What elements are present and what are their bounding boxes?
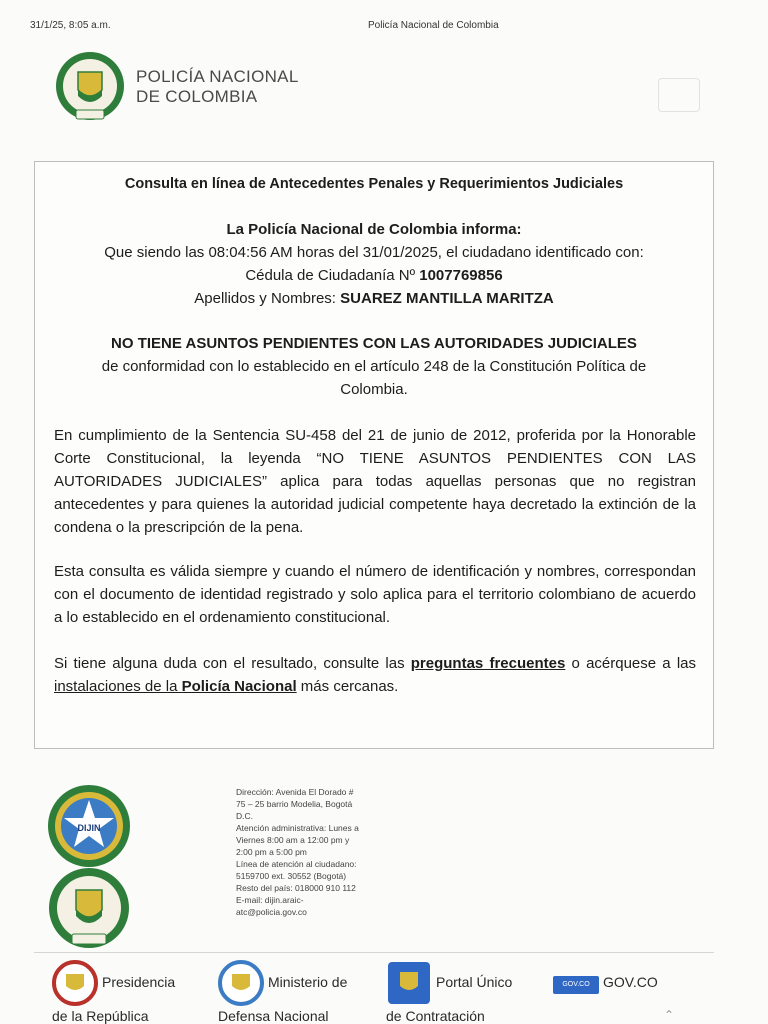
instalaciones-link-text: instalaciones de la [54,678,182,695]
presidencia-seal-icon [52,960,98,1006]
mindefensa-link[interactable] [218,960,348,1024]
address-line: 2:00 pm a 5:00 pm [236,847,307,857]
address-line: Resto del país: 018000 910 112 [236,883,356,893]
dijin-star-icon [46,783,132,869]
status-heading: NO TIENE ASUNTOS PENDIENTES CON LAS AUTORIDADES JUDICIALES [111,335,637,352]
address-line: atc@policia.gov.co [236,907,307,917]
mindefensa-label-2: Defensa Nacional [218,1008,329,1024]
paragraph-sentencia: En cumplimiento de la Sentencia SU-458 del 21 de junio de 2012, proferida por la Honorable Corte Constitucional, la leyenda “NO TIENE ASUNTOS PENDIENTES CON LAS AUTORIDADES JUDICIALES” aplica para todas aquellas personas que no registran antecedentes y para quienes la autoridad judicial competente haya decretado la extinción de la condena o la prescripción de la pena. [54,427,696,536]
address-line: Atención administrativa: Lunes a [236,823,359,833]
brand-line-1: POLICÍA NACIONAL [136,67,299,86]
name-value: SUAREZ MANTILLA MARITZA [340,290,554,307]
status-block [80,332,668,401]
id-line [80,264,668,287]
paragraph-dudas [54,652,696,698]
portal-unico-label-1: Portal Único [436,974,513,990]
presidencia-label-2: de la República [52,1008,149,1024]
portal-unico-label-2: de Contratación [386,1008,485,1024]
p3-pre: Si tiene alguna duda con el resultado, consulte las [54,655,411,672]
address-line: Línea de atención al ciudadano: [236,859,357,869]
govco-badge-icon: GOV.CO [553,976,599,994]
presidencia-link[interactable] [52,960,176,1024]
informa-block [80,218,668,310]
policia-shield-icon [54,50,126,124]
portal-unico-icon [386,960,432,1006]
brand-header [54,50,299,124]
address-line: 5159700 ext. 30552 (Bogotá) [236,871,347,881]
govco-label: GOV.CO [603,974,658,990]
policia-nacional-link-text: Policía Nacional [181,678,297,695]
policia-seal-icon [46,866,132,950]
p3-post: más cercanas. [296,678,399,695]
document-title: Consulta en línea de Antecedentes Penales y Requerimientos Judiciales [124,176,624,192]
id-number: 1007769856 [419,267,503,284]
address-line: D.C. [236,811,253,821]
name-line [80,287,668,310]
instalaciones-link[interactable] [54,678,297,695]
brand-line-2: DE COLOMBIA [136,87,258,106]
portal-unico-link[interactable] [386,960,513,1024]
dijin-label: DIJIN [77,823,101,833]
print-page-title: Policía Nacional de Colombia [368,20,499,31]
policia-seal [46,866,132,955]
print-datetime: 31/1/25, 8:05 a.m. [30,20,111,31]
name-label: Apellidos y Nombres: [194,290,341,307]
address-line: E-mail: dijin.araic- [236,895,304,905]
contact-address [236,786,386,918]
stamp-box [658,78,700,112]
status-detail: de conformidad con lo establecido en el artículo 248 de la Constitución Política de Colombia. [101,358,647,398]
chevron-up-icon[interactable]: ⌃ [664,1008,675,1022]
mindefensa-label-1: Ministerio de [268,974,348,990]
dijin-seal [46,783,132,874]
p3-mid: o acérquese a las [565,655,697,672]
informa-line: Que siendo las 08:04:56 AM horas del 31/01/2025, el ciudadano identificado con: [104,244,644,261]
footer-divider [34,952,714,953]
preguntas-frecuentes-link[interactable]: preguntas frecuentes [410,655,566,672]
paragraph-validez: Esta consulta es válida siempre y cuando el número de identificación y nombres, correspondan con el documento de identidad registrado y solo aplica para el territorio colombiano de acuerdo a lo establecido en el ordenamiento constitucional. [54,563,696,626]
address-line: Dirección: Avenida El Dorado # [236,787,354,797]
mindefensa-seal-icon [218,960,264,1006]
informa-heading: La Policía Nacional de Colombia informa: [226,221,522,238]
presidencia-label-1: Presidencia [102,974,176,990]
address-line: 75 – 25 barrio Modelia, Bogotá [236,799,353,809]
address-line: Viernes 8:00 am a 12:00 pm y [236,835,350,845]
id-label: Cédula de Ciudadanía Nº [245,267,420,284]
